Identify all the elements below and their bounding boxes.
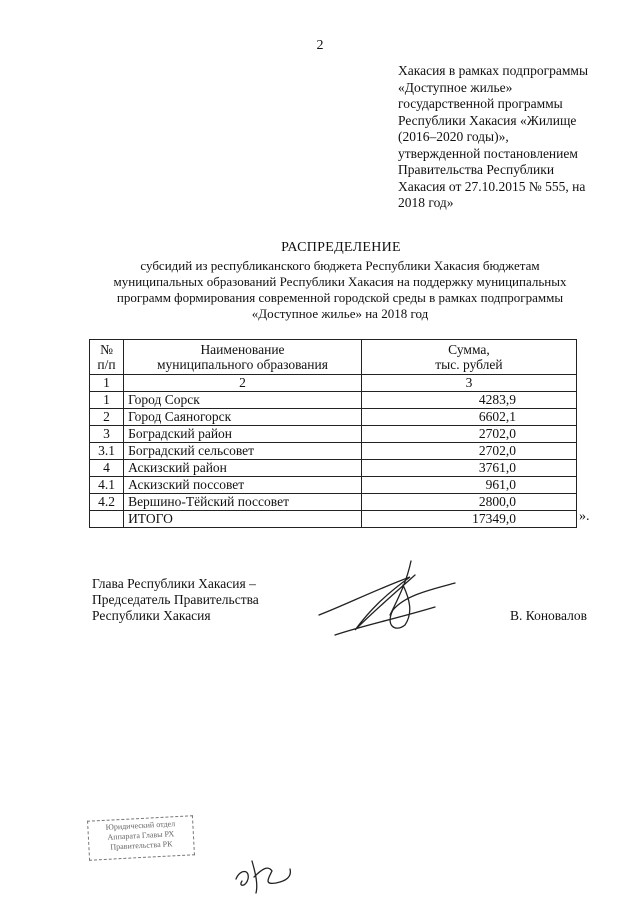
page-number: 2: [316, 38, 324, 53]
header-sum-line1: Сумма,: [448, 342, 490, 357]
stamp-line: Юридический отдел: [105, 819, 176, 832]
approval-line: (2016–2020 годы)»,: [398, 129, 509, 144]
document-title: РАСПРЕДЕЛЕНИЕ: [281, 240, 401, 255]
row-num: 4: [90, 460, 124, 477]
approval-line: Хакасия в рамках подпрограммы: [398, 63, 589, 78]
stamp-line: Правительства РК: [110, 839, 173, 852]
row-sum: 4283,9: [361, 392, 576, 409]
header-name: [124, 340, 362, 375]
row-num: 3.1: [90, 443, 124, 460]
handwritten-initials-icon: [232, 855, 302, 895]
row-num: [90, 511, 124, 528]
approval-line: утвержденной постановлением: [398, 145, 578, 161]
table-row: [90, 494, 577, 511]
position-line: Глава Республики Хакасия –: [92, 576, 256, 591]
approval-line: Республики Хакасия «Жилище: [398, 112, 577, 128]
header-num-line2: п/п: [97, 357, 116, 372]
subtitle-line: «Доступное жилье» на 2018 год: [251, 306, 429, 321]
row-name: Город Саяногорск: [124, 409, 362, 426]
subtitle-line: муниципальных образований Республики Хакасия на поддержку муниципальных: [113, 274, 567, 289]
position-line: Республики Хакасия: [92, 608, 211, 623]
registration-stamp: [87, 815, 195, 860]
header-sum-line2: тыс. рублей: [435, 357, 503, 372]
header-name-line1: Наименование: [200, 342, 285, 357]
subtitle-line: субсидий из республиканского бюджета Республики Хакасия бюджетам: [140, 258, 540, 273]
document-subtitle: [90, 258, 590, 322]
row-sum: 17349,0: [361, 511, 576, 528]
row-sum: 2702,0: [361, 443, 576, 460]
header-sum: [361, 340, 576, 375]
subtitle-line: программ формирования современной городской среды в рамках подпрограммы: [116, 290, 564, 305]
approval-line: Хакасия от 27.10.2015 № 555, на: [398, 178, 586, 194]
row-name: Аскизский поссовет: [124, 477, 362, 494]
row-num: 3: [90, 426, 124, 443]
signatory-name: В. Коновалов: [510, 608, 587, 623]
approval-line: «Доступное жилье»: [398, 79, 513, 95]
table-total-row: [90, 511, 577, 528]
header-num: [90, 340, 124, 375]
subsidy-distribution-table: [89, 339, 577, 528]
row-sum: 961,0: [361, 477, 576, 494]
approval-line: Правительства Республики: [398, 162, 555, 177]
column-number: 2: [124, 375, 362, 392]
column-number: 3: [361, 375, 576, 392]
row-num: 4.2: [90, 494, 124, 511]
approval-line: 2018 год»: [398, 195, 454, 210]
closing-quote-mark: ».: [579, 509, 590, 524]
approval-line: государственной программы: [398, 96, 563, 111]
row-name: ИТОГО: [124, 511, 362, 528]
row-sum: 2800,0: [361, 494, 576, 511]
column-number: 1: [90, 375, 124, 392]
row-name: Аскизский район: [124, 460, 362, 477]
table-row: [90, 409, 577, 426]
row-num: 2: [90, 409, 124, 426]
row-name: Город Сорск: [124, 392, 362, 409]
row-name: Боградский сельсовет: [124, 443, 362, 460]
table-header-row: [90, 340, 577, 375]
row-sum: 6602,1: [361, 409, 576, 426]
header-name-line2: муниципального образования: [157, 357, 328, 372]
approval-note: [398, 63, 618, 212]
signatory-position: [92, 576, 259, 624]
row-name: Вершино-Тёйский поссовет: [124, 494, 362, 511]
table-row: [90, 460, 577, 477]
table-row: [90, 443, 577, 460]
table-row: [90, 426, 577, 443]
column-number-row: [90, 375, 577, 392]
row-num: 4.1: [90, 477, 124, 494]
table-row: [90, 477, 577, 494]
table-row: [90, 392, 577, 409]
position-line: Председатель Правительства: [92, 592, 259, 607]
handwritten-signature-icon: [315, 555, 465, 645]
row-sum: 3761,0: [361, 460, 576, 477]
row-num: 1: [90, 392, 124, 409]
stamp-line: Аппарата Главы РХ: [107, 829, 175, 842]
row-name: Боградский район: [124, 426, 362, 443]
header-num-line1: №: [100, 342, 113, 357]
row-sum: 2702,0: [361, 426, 576, 443]
